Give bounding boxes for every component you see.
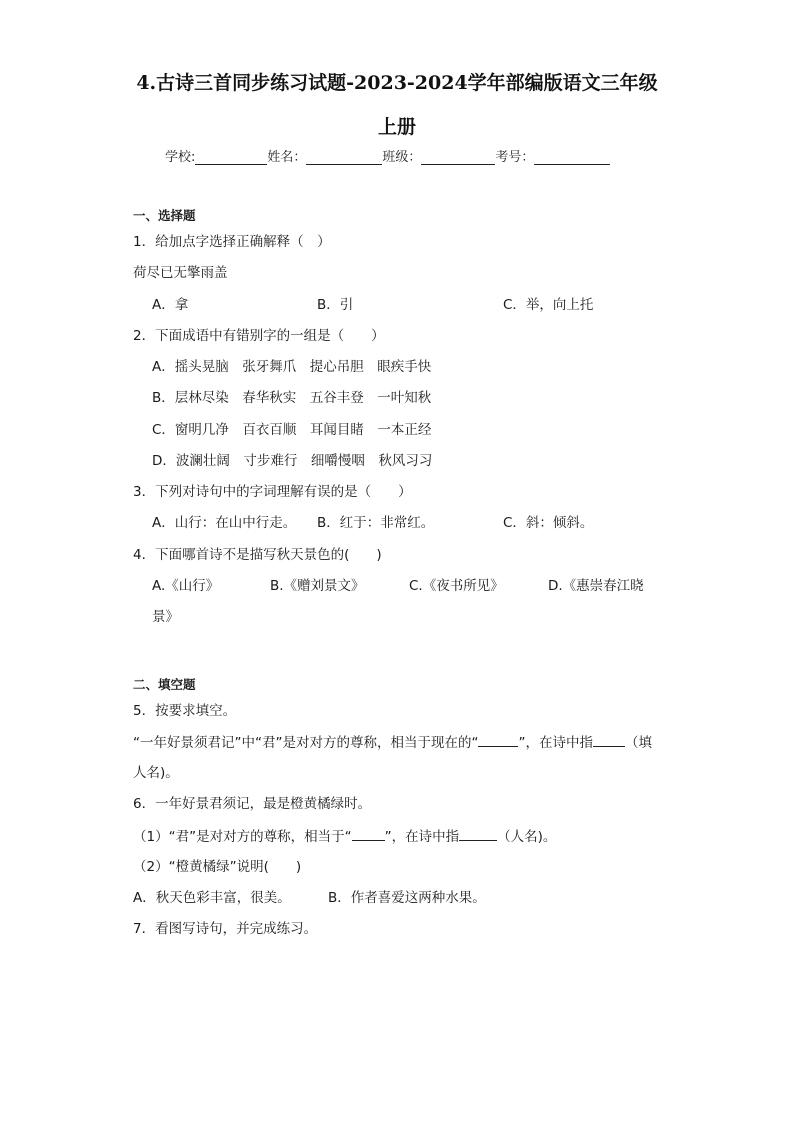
question-7-stem: 7．看图写诗句，并完成练习。 xyxy=(133,921,318,937)
question-6-sub-1-text-a: （1）“君”是对对方的尊称，相当于“ xyxy=(133,829,352,845)
question-6-sub-1-text-b: ”，在诗中指 xyxy=(384,829,460,845)
question-2-option-b[interactable]: B．层林尽染 春华秋实 五谷丰登 一叶知秋 xyxy=(152,390,432,406)
school-field[interactable] xyxy=(195,150,267,165)
question-4-option-a[interactable]: A.《山行》 xyxy=(152,578,220,594)
question-5-text-b: ”，在诗中指 xyxy=(518,735,593,751)
question-1-option-c[interactable]: C．举，向上托 xyxy=(503,297,594,313)
question-5-line-2: 人名)。 xyxy=(133,765,179,781)
question-2-option-a[interactable]: A．摇头晃脑 张牙舞爪 提心吊胆 眼疾手快 xyxy=(152,359,432,375)
question-1-option-b[interactable]: B．引 xyxy=(317,297,354,313)
question-6-option-a[interactable]: A．秋天色彩丰富，很美。 xyxy=(133,890,291,906)
question-5-text-c: （填 xyxy=(624,735,652,751)
question-3-option-b[interactable]: B．红于：非常红。 xyxy=(317,515,435,531)
question-6-sub-1 xyxy=(133,827,556,846)
question-5-stem: 5．按要求填空。 xyxy=(133,703,237,719)
question-6-option-b[interactable]: B．作者喜爱这两种水果。 xyxy=(328,890,486,906)
question-4-stem: 4．下面哪首诗不是描写秋天景色的( ) xyxy=(133,547,382,563)
school-label: 学校: xyxy=(165,150,196,165)
question-5-line-1 xyxy=(133,733,652,752)
question-4-option-b[interactable]: B.《赠刘景文》 xyxy=(270,578,365,594)
question-3-option-a[interactable]: A．山行：在山中行走。 xyxy=(152,515,297,531)
section-heading-choice: 一、选择题 xyxy=(133,208,196,223)
question-5-blank-1[interactable] xyxy=(478,733,518,747)
question-2-option-c[interactable]: C．窗明几净 百衣百顺 耳闻目睹 一本正经 xyxy=(152,422,432,438)
question-4-option-d[interactable]: D.《惠崇春江晓 xyxy=(548,578,644,594)
class-field[interactable] xyxy=(421,150,495,165)
question-6-sub-2: （2）“橙黄橘绿”说明( ) xyxy=(133,859,302,875)
question-4-option-d-continued[interactable]: 景》 xyxy=(152,609,179,625)
name-label: 姓名： xyxy=(267,150,307,165)
question-6-stem: 6．一年好景君须记，最是橙黄橘绿时。 xyxy=(133,796,372,812)
question-1-option-a[interactable]: A．拿 xyxy=(152,297,189,313)
student-info-row xyxy=(165,146,610,165)
question-2-option-d[interactable]: D．波澜壮阔 寸步难行 细嚼慢咽 秋风习习 xyxy=(152,453,433,469)
question-3-stem: 3．下列对诗句中的字词理解有误的是（ ） xyxy=(133,484,412,500)
title-line-2: 上册 xyxy=(377,116,416,138)
title-line-1: 4.古诗三首同步练习试题-2023-2024学年部编版语文三年级 xyxy=(136,72,658,94)
question-6-blank-1[interactable] xyxy=(352,827,385,841)
class-label: 班级： xyxy=(382,150,422,165)
name-field[interactable] xyxy=(306,150,382,165)
question-5-text-a: “一年好景须君记”中“君”是对对方的尊称，相当于现在的“ xyxy=(133,735,479,751)
question-1-poem: 荷尽已无擎雨盖 xyxy=(133,265,228,281)
section-heading-fill: 二、填空题 xyxy=(133,677,196,692)
question-5-blank-2[interactable] xyxy=(593,733,625,747)
question-4-option-c[interactable]: C.《夜书所见》 xyxy=(409,578,504,594)
question-1-stem: 1．给加点字选择正确解释（ ） xyxy=(133,234,331,250)
question-3-option-c[interactable]: C．斜：倾斜。 xyxy=(503,515,594,531)
exam-no-label: 考号： xyxy=(495,150,535,165)
exam-no-field[interactable] xyxy=(534,150,610,165)
question-6-blank-2[interactable] xyxy=(459,827,497,841)
question-6-sub-1-text-c: （人名)。 xyxy=(497,829,557,845)
question-2-stem: 2．下面成语中有错别字的一组是（ ） xyxy=(133,328,385,344)
